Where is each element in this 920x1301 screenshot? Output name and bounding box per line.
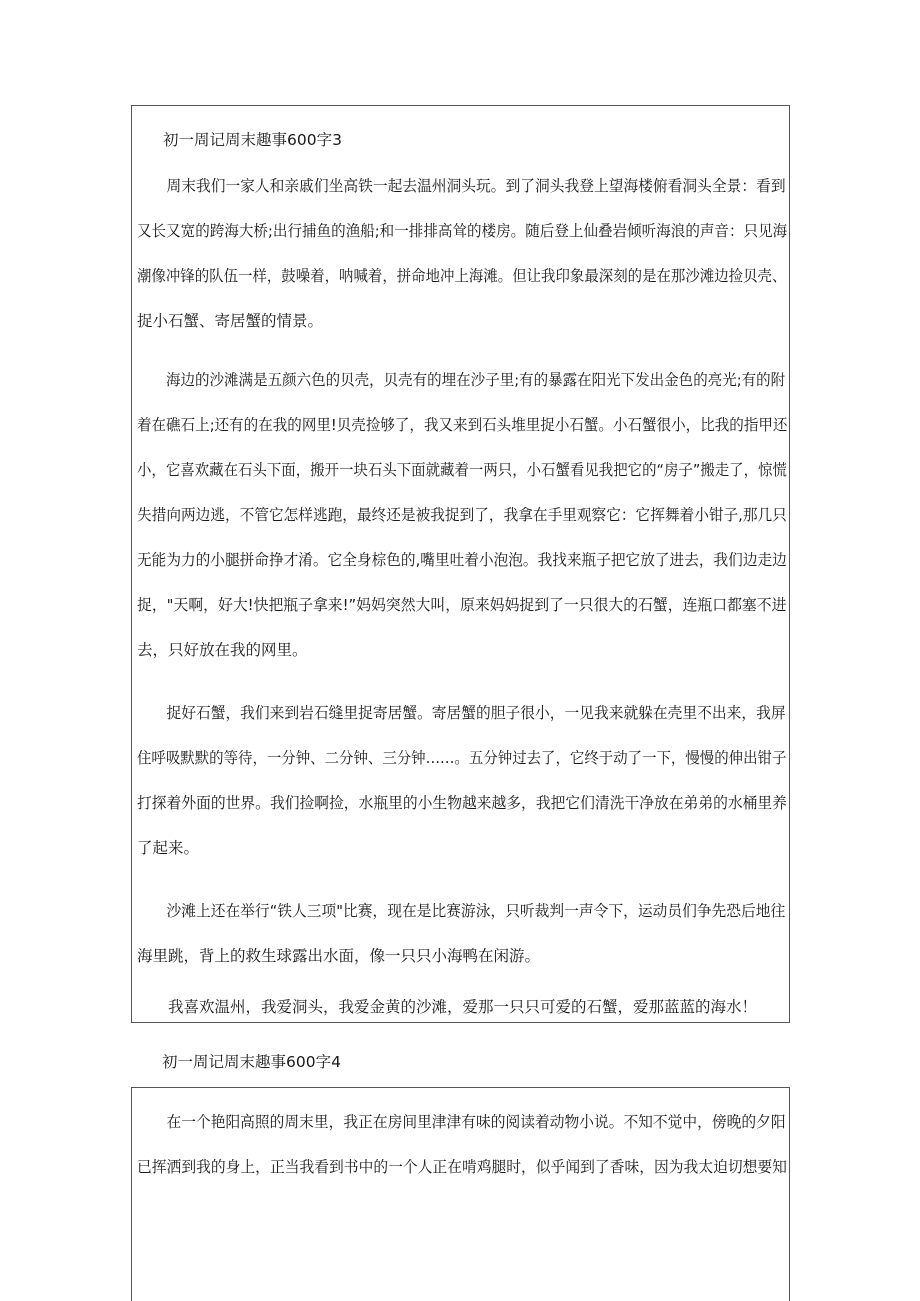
text-line: 失措向两边逃，不管它怎样逃跑，最终还是被我捉到了，我拿在手里观察它：它挥舞着小钳子,那几只 [137, 506, 787, 524]
text-line: 我喜欢温州，我爱洞头，我爱金黄的沙滩，爱那一只只可爱的石蟹，爱那蓝蓝的海水！ [168, 998, 758, 1016]
text-line: 海里跳，背上的救生球露出水面，像一只只小海鸭在闲游。 [137, 947, 541, 965]
text-line: 在一个艳阳高照的周末里，我正在房间里津津有味的阅读着动物小说。不知不觉中，傍晚的夕阳 [166, 1113, 786, 1131]
text-line: 了起来。 [137, 839, 200, 857]
text-line: 打探着外面的世界。我们捡啊捡，水瓶里的小生物越来越多，我把它们清洗干净放在弟弟的水桶里养 [137, 794, 787, 812]
text-line: 着在礁石上;还有的在我的网里!贝壳捡够了，我又来到石头堆里捉小石蟹。小石蟹很小，比我的指甲还 [137, 416, 788, 434]
text-line: 住呼吸默默的等待，一分钟、二分钟、三分钟……。五分钟过去了，它终于动了一下，慢慢的伸出钳子 [137, 749, 787, 767]
text-line: 无能为力的小腿拼命挣才淆。它全身棕色的,嘴里吐着小泡泡。我找来瓶子把它放了进去，我们边走边 [137, 551, 787, 569]
essay-3-title: 初一周记周末趣事600字3 [163, 131, 342, 149]
text-line: 海边的沙滩满是五颜六色的贝壳，贝壳有的埋在沙子里;有的暴露在阳光下发出金色的亮光;有的附 [166, 371, 786, 389]
essay-4-title: 初一周记周末趣事600字4 [162, 1053, 341, 1071]
text-line: 周末我们一家人和亲戚们坐高铁一起去温州洞头玩。到了洞头我登上望海楼俯看洞头全景：看到 [166, 177, 786, 195]
text-line: 潮像冲锋的队伍一样，鼓噪着，呐喊着，拼命地冲上海滩。但让我印象最深刻的是在那沙滩边捡贝壳、 [137, 267, 787, 285]
text-line: 沙滩上还在举行“铁人三项"比赛，现在是比赛游泳，只听裁判一声令下，运动员们争先恐后地往 [166, 902, 786, 920]
text-line: 又长又宽的跨海大桥;出行捕鱼的渔船;和一排排高耸的楼房。随后登上仙叠岩倾听海浪的声音：只见海 [137, 222, 788, 240]
text-line: 捉小石蟹、寄居蟹的情景。 [137, 312, 324, 330]
text-line: 已挥洒到我的身上，正当我看到书中的一个人正在啃鸡腿时，似乎闻到了香味，因为我太迫切想要知 [137, 1158, 787, 1176]
text-line: 小，它喜欢藏在石头下面，搬开一块石头下面就藏着一两只，小石蟹看见我把它的“房子”搬走了，惊慌 [137, 461, 787, 479]
text-line: 去，只好放在我的网里。 [137, 641, 308, 659]
text-line: 捉，"天啊，好大!快把瓶子拿来!”妈妈突然大叫，原来妈妈捉到了一只很大的石蟹，连瓶口都塞不进 [137, 596, 787, 614]
text-line: 捉好石蟹，我们来到岩石缝里捉寄居蟹。寄居蟹的胆子很小，一见我来就躲在壳里不出来，我屏 [166, 704, 786, 722]
essay-4-frame [131, 1087, 790, 1301]
essay-3-frame [131, 105, 790, 1023]
